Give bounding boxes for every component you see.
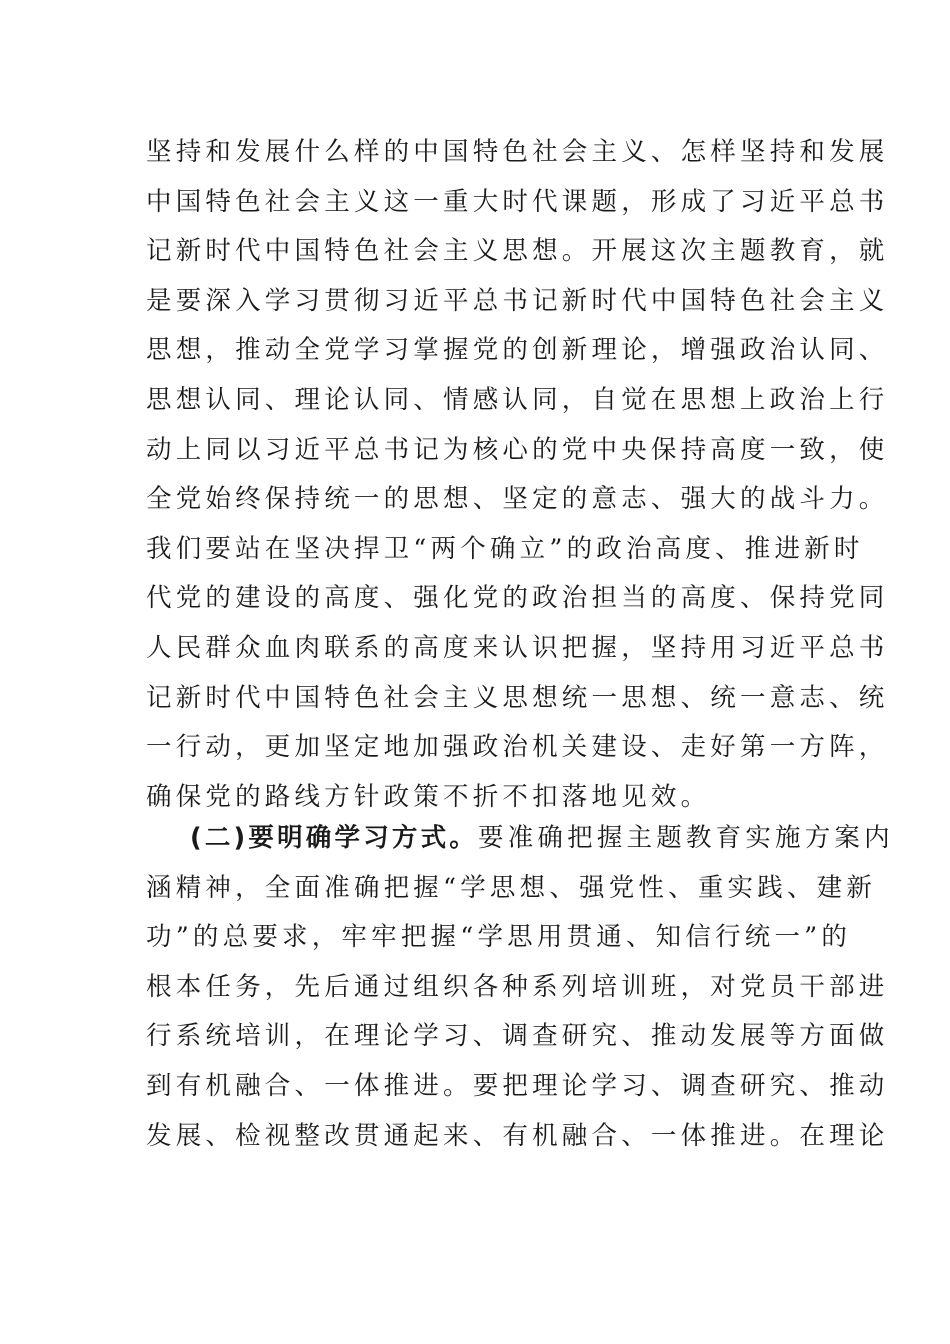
text-line: 全党始终保持统一的思想、坚定的意志、强大的战斗力。 (146, 484, 889, 515)
text-line: 涵精神，全面准确把握“学思想、强党性、重实践、建新 (146, 872, 877, 903)
text-line: 行系统培训，在理论学习、调查研究、推动发展等方面做 (146, 1021, 889, 1052)
paragraph-2 (146, 814, 894, 1161)
text-line: 是要深入学习贯彻习近平总书记新时代中国特色社会主义 (146, 285, 889, 316)
text-line: 确保党的路线方针政策不折不扣落地见效。 (146, 781, 711, 812)
text-line: 发展、检视整改贯通起来、有机融合、一体推进。在理论 (146, 1120, 889, 1151)
section-heading: (二)要明确学习方式。 (190, 823, 479, 853)
text-line: 代党的建设的高度、强化党的政治担当的高度、保持党同 (146, 583, 889, 614)
text-line: 一行动，更加坚定地加强政治机关建设、走好第一方阵， (146, 732, 889, 763)
text-line: 到有机融合、一体推进。要把理论学习、调查研究、推动 (146, 1070, 889, 1101)
text-line: 记新时代中国特色社会主义思想。开展这次主题教育，就 (146, 236, 889, 267)
text-line: 根本任务，先后通过组织各种系列培训班，对党员干部进 (146, 971, 889, 1002)
text-line: 记新时代中国特色社会主义思想统一思想、统一意志、统 (146, 682, 889, 713)
text-line: 动上同以习近平总书记为核心的党中央保持高度一致，使 (146, 434, 889, 465)
text-line: 功”的总要求，牢牢把握“学思用贯通、知信行统一”的 (146, 922, 852, 953)
text-line: 思想认同、理论认同、情感认同，自觉在思想上政治上行 (146, 384, 889, 415)
paragraph-first-line (146, 814, 894, 864)
text-line: 中国特色社会主义这一重大时代课题，形成了习近平总书 (146, 186, 889, 217)
text-line: 人民群众血肉联系的高度来认识把握，坚持用习近平总书 (146, 632, 889, 663)
text-line: 我们要站在坚决捍卫“两个确立”的政治高度、推进新时 (146, 533, 864, 564)
paragraph-1 (146, 128, 889, 822)
text-line: 思想，推动全党学习掌握党的创新理论，增强政治认同、 (146, 335, 889, 366)
text-line: 坚持和发展什么样的中国特色社会主义、怎样坚持和发展 (146, 137, 889, 167)
text-run: 要准确把握主题教育实施方案内 (478, 823, 894, 853)
